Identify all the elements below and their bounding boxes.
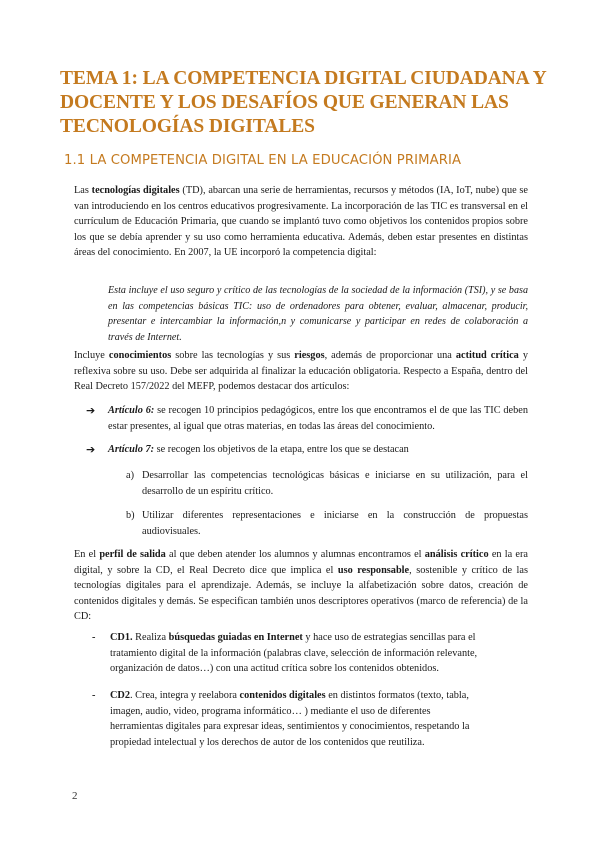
objective-letter: b): [126, 510, 135, 521]
para1-text-1: Las: [74, 185, 92, 196]
article-text: [108, 442, 528, 458]
para3-text-4: , sostenible y crítico de las tecnologías digitales para el aprendizaje. Además, se incluye la alfabetización sobre datos, creación de contenidos digitales y demás. Se especifican también unos descriptores operativos (marco de referencia) de la CD:: [74, 564, 528, 623]
section-heading: 1.1 LA COMPETENCIA DIGITAL EN LA EDUCACIÓN PRIMARIA: [64, 153, 462, 168]
descriptor-bold: contenidos digitales: [239, 690, 326, 701]
article-label: Artículo 6:: [108, 405, 155, 416]
para3-bold-2: análisis crítico: [424, 549, 489, 560]
objective-text: Desarrollar las competencias tecnológicas básicas e iniciarse en su utilización, para el desarrollo de un espíritu crítico.: [142, 470, 528, 497]
second-paragraph: [74, 348, 528, 395]
objective-letter: a): [126, 470, 134, 481]
descriptor-body-2: y hace uso de estrategias sencillas para el tratamiento digital de la información (palabras clave, selección de información relevante, organización de datos…) con una actitud crítica sobre los contenidos obtenidos.: [110, 632, 478, 675]
third-paragraph: [74, 547, 528, 625]
intro-paragraph: [74, 183, 528, 261]
page-title: TEMA 1: LA COMPETENCIA DIGITAL CIUDADANA Y DOCENTE Y LOS DESAFÍOS QUE GENERAN LAS TECNOLOGÍAS DIGITALES: [60, 68, 546, 137]
para2-text-3: , además de proporcionar una: [324, 350, 456, 361]
competence-quote: Esta incluye el uso seguro y crítico de las tecnologías de la sociedad de la información (TSI), y se basa en las competencias básicas TIC: uso de ordenadores para obtener, evaluar, almacenar, producir, presentar e intercambiar la información,n y comunicarse y participar en redes de colaboración a través de Internet.: [108, 285, 528, 343]
para2-text-2: sobre las tecnologías y sus: [171, 350, 295, 361]
descriptor-bold: búsquedas guiadas en Internet: [168, 632, 303, 643]
para3-bold-3: uso responsable: [337, 564, 410, 576]
article-text: [108, 403, 528, 434]
para1-bold-1: tecnologías digitales: [91, 185, 180, 196]
para1-text-2: (TD), abarcan una serie de herramientas, recursos y métodos (IA, IoT, nube) que se van introduciendo en los centros educativos progresivamente. La incorporación de las TIC es transversal en el currículum de Educación Primaria, que cuando se implantó tuvo como objetivos los contenidos propios sobre los que se debía aprender y su uso como herramienta educativa. Además, deben estar presentes en distintas áreas del conocimiento. En 2007, la UE incorporó la competencia digital:: [74, 185, 528, 259]
para2-bold-2: riesgos: [294, 350, 325, 361]
para3-text-1: En el: [74, 549, 100, 560]
dash-bullet: -: [92, 690, 96, 701]
para3-text-3: en la era digital, y sobre la CD, el Real Decreto dice que implica el: [74, 549, 528, 576]
article-body: se recogen los objetivos de la etapa, entre los que se destacan: [154, 444, 409, 455]
para3-text-2: al que deben atender los alumnos y alumnas encontramos el: [165, 549, 425, 560]
page-number: 2: [72, 790, 78, 802]
arrow-bullet-icon: ➔: [86, 443, 96, 456]
article-label: Artículo 7:: [108, 444, 155, 455]
para2-bold-1: conocimientos: [108, 350, 172, 361]
descriptor-text: [110, 688, 480, 750]
dash-bullet: -: [92, 632, 96, 643]
para2-text-4: y reflexiva sobre su uso. Debe ser adquirida al finalizar la educación obligatoria. Respecto a España, dentro del Real Decreto 157/2022 del MEFP, podemos destacar dos artículos:: [74, 350, 528, 393]
objective-text: Utilizar diferentes representaciones e iniciarse en la construcción de propuestas audiovisuales.: [142, 510, 528, 537]
para3-bold-1: perfil de salida: [99, 549, 166, 560]
arrow-bullet-icon: ➔: [86, 404, 96, 417]
para2-bold-3: actitud crítica: [455, 350, 519, 361]
descriptor-body-1: Realiza: [132, 632, 169, 643]
descriptor-code: CD1.: [110, 632, 133, 643]
descriptor-body-1: . Crea, integra y reelabora: [130, 690, 240, 701]
descriptor-text: [110, 630, 480, 677]
descriptor-code: CD2: [110, 690, 131, 701]
para2-text-1: Incluye: [74, 350, 109, 361]
article-body: se recogen 10 principios pedagógicos, entre los que encontramos el de que las TIC deben estar presentes, al igual que otras materias, en todas las áreas del conocimiento.: [108, 405, 528, 432]
descriptor-body-2: en distintos formatos (texto, tabla, imagen, audio, video, programa informático… ) mediante el uso de diferentes herramientas digitales para expresar ideas, sentimientos y conocimientos, respetando la propiedad intelectual y los derechos de autor de los contenidos que reutiliza.: [110, 690, 470, 748]
